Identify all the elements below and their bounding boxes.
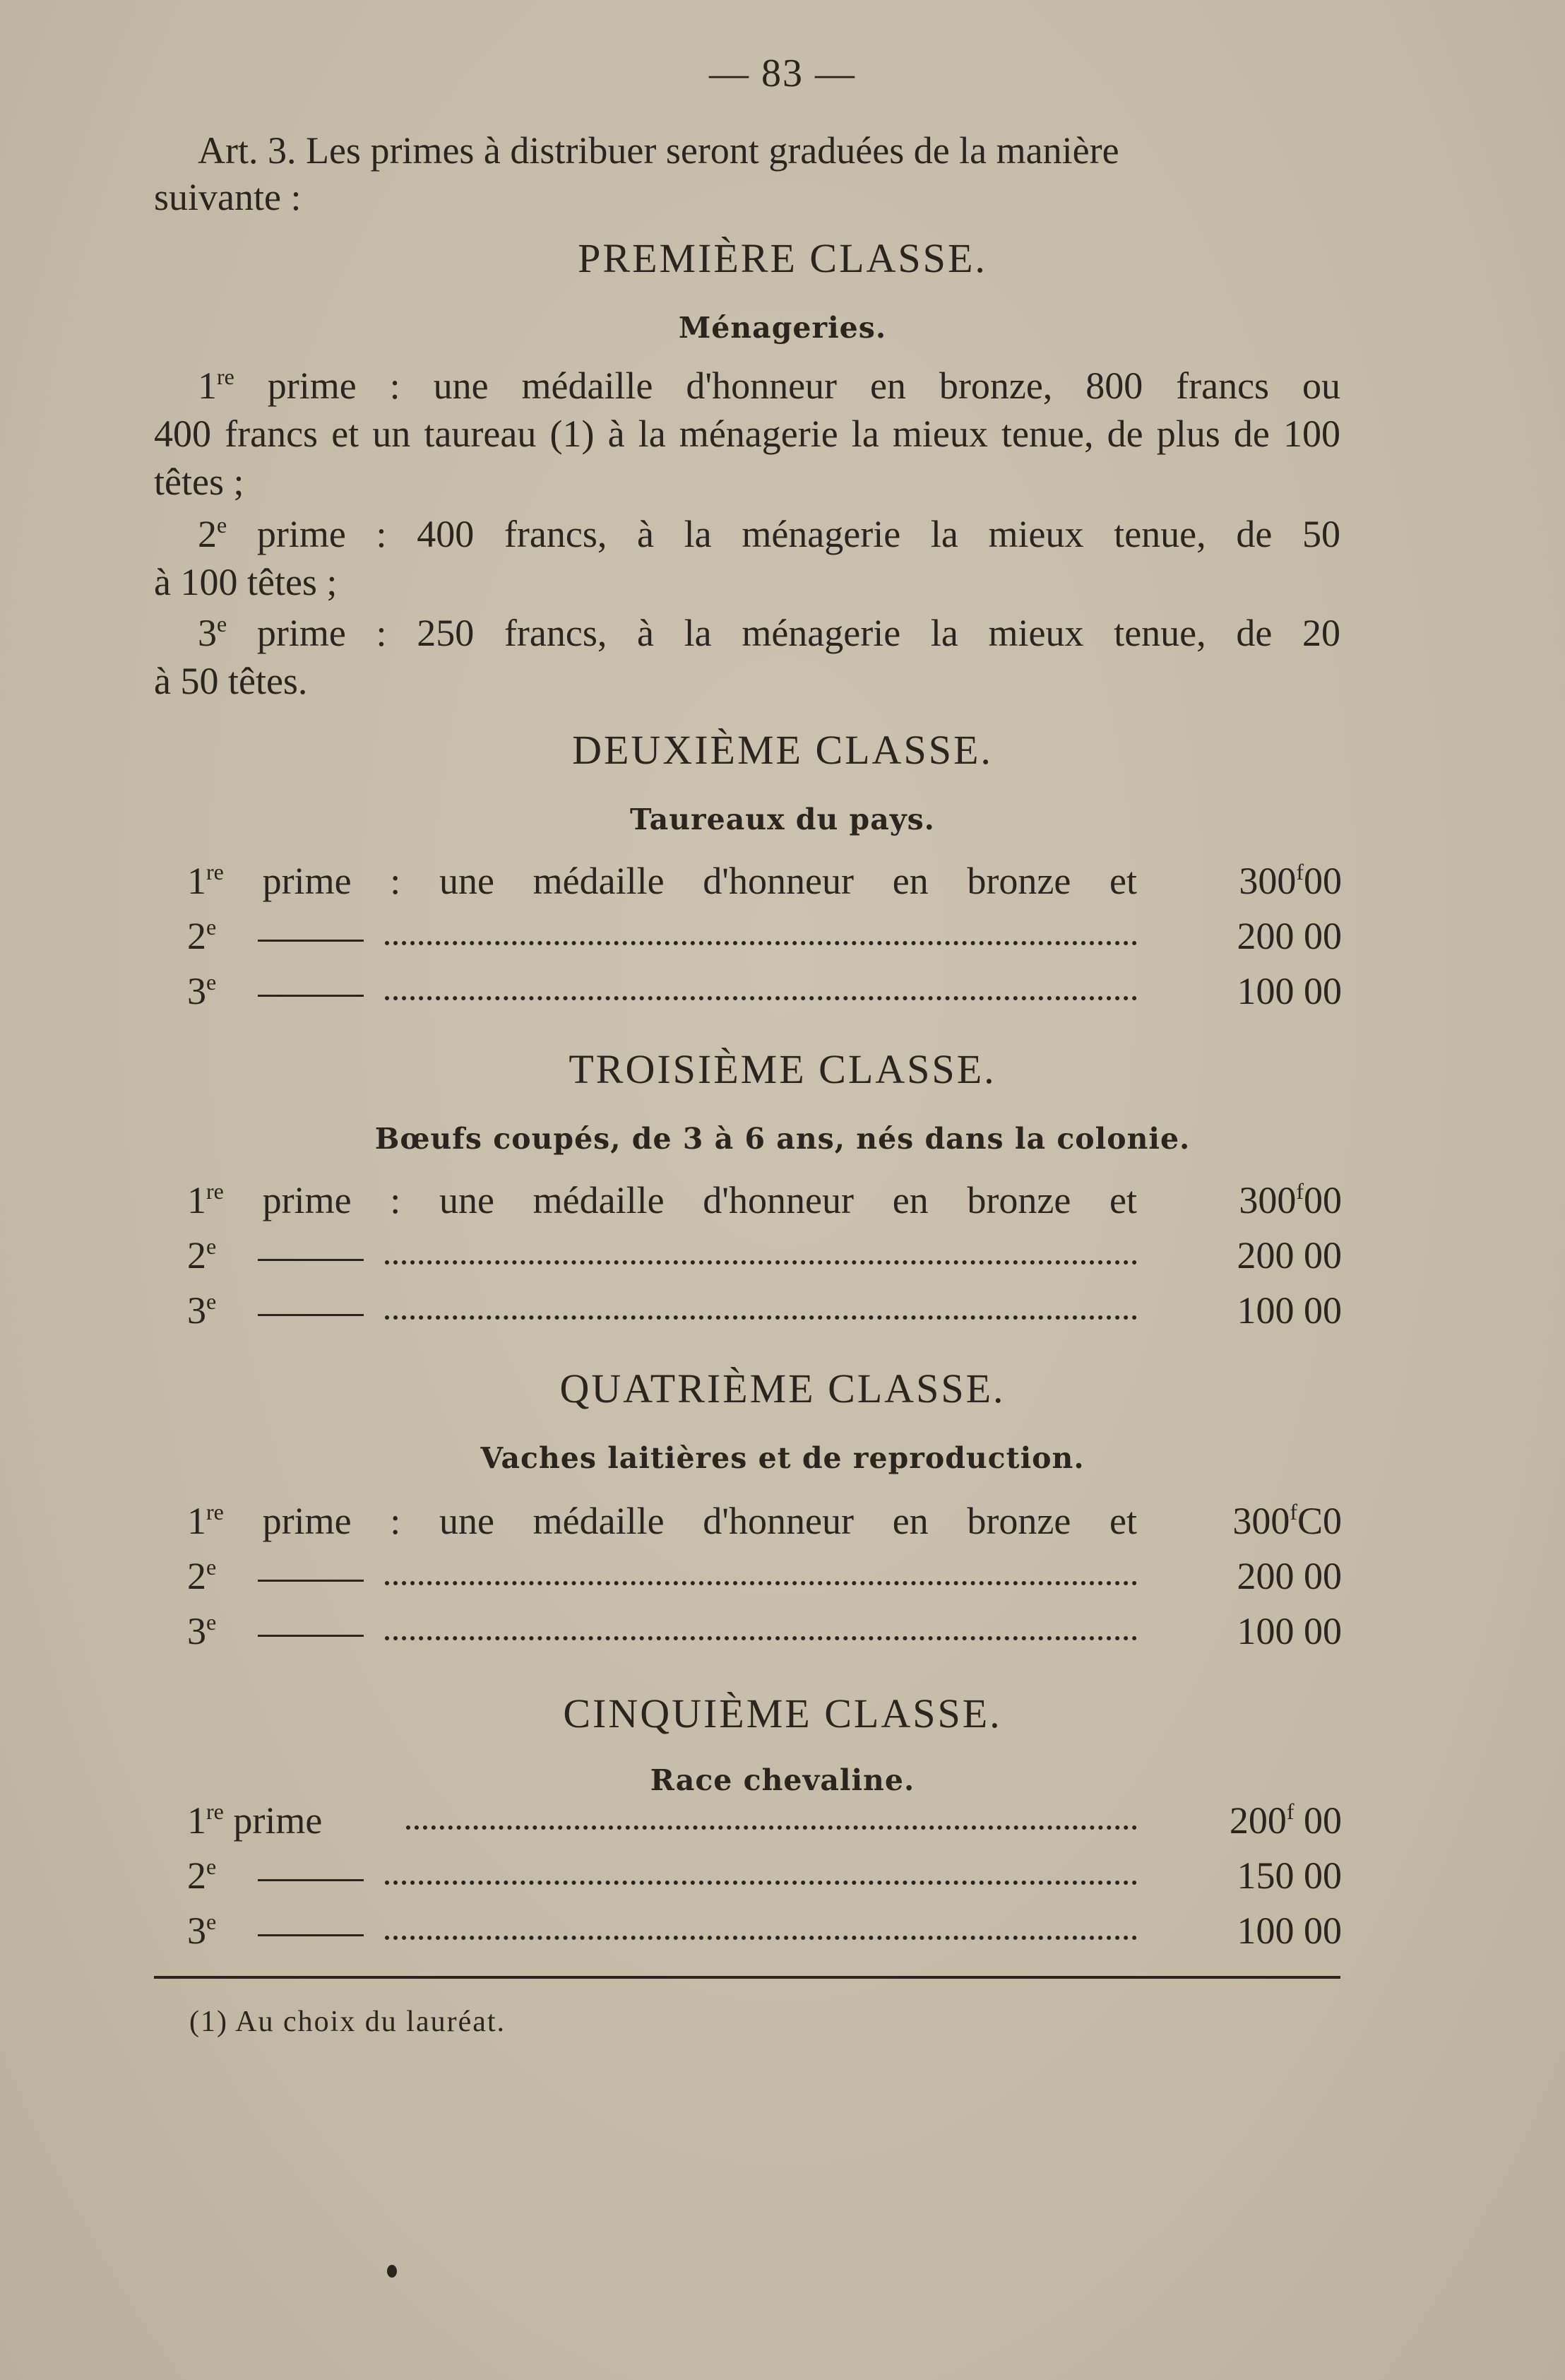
prize-paragraph-1-3: 3e prime : 250 francs, à la ménagerie la mieux tenue, de 20 à 50 têtes.: [154, 611, 1340, 702]
class-title-5: CINQUIÈME CLASSE.: [563, 1691, 1002, 1736]
prize-line-2-1: 1re prime : une médaille d'honneur en bronze et 300$^f$00: [187, 859, 1342, 902]
class-subtitle-3: Bœufs coupés, de 3 à 6 ans, nés dans la colonie.: [374, 1122, 1191, 1156]
prize-line-4-3: 3e 100 00: [187, 1609, 1342, 1652]
intro-line-1: Art. 3. Les primes à distribuer seront graduées de la manière: [198, 129, 1119, 172]
class-title-3: TROISIÈME CLASSE.: [569, 1046, 996, 1092]
class-title-2: DEUXIÈME CLASSE.: [572, 727, 993, 773]
prize-line-4-1: 1re prime : une médaille d'honneur en bronze et 300$^f$C0: [187, 1499, 1342, 1542]
footnote: (1) Au choix du lauréat.: [189, 2006, 506, 2038]
prize-line-2-3: 3e 100 00: [187, 969, 1342, 1012]
article-intro: [154, 127, 1340, 220]
class-subtitle-2: Taureaux du pays.: [630, 803, 935, 836]
prize-line-5-2: 2e 150 00: [187, 1854, 1342, 1897]
ink-speck: [387, 2265, 397, 2278]
prize-line-5-3: 3e 100 00: [187, 1909, 1342, 1952]
class-subtitle-1: Ménageries.: [678, 311, 887, 345]
prize-line-4-2: 2e 200 00: [187, 1554, 1342, 1597]
class-subtitle-4: Vaches laitières et de reproduction.: [480, 1441, 1085, 1475]
class-subtitle-5: Race chevaline.: [650, 1763, 915, 1797]
prize-line-5-1: 1re prime 200$^f$ 00: [187, 1799, 1342, 1842]
page-number: — 83 —: [709, 52, 856, 95]
prize-paragraph-1-2: 2e prime : 400 francs, à la ménagerie la mieux tenue, de 50 à 100 têtes ;: [154, 512, 1340, 603]
prize-line-3-3: 3e 100 00: [187, 1289, 1342, 1332]
prize-line-3-1: 1re prime : une médaille d'honneur en bronze et 300$^f$00: [187, 1178, 1342, 1221]
class-title-4: QUATRIÈME CLASSE.: [559, 1366, 1006, 1411]
prize-line-2-2: 2e 200 00: [187, 914, 1342, 957]
prize-line-3-2: 2e 200 00: [187, 1233, 1342, 1277]
class-title-1: PREMIÈRE CLASSE.: [578, 235, 987, 281]
prize-paragraph-1-1: 1re prime : une médaille d'honneur en bronze, 800 francs ou 400 francs et un taureau (1) à la ménagerie la mieux tenue, de plus de 100 têtes ;: [154, 364, 1340, 503]
intro-line-2: suivante :: [154, 176, 302, 218]
footnote-rule: [154, 1976, 1340, 1979]
